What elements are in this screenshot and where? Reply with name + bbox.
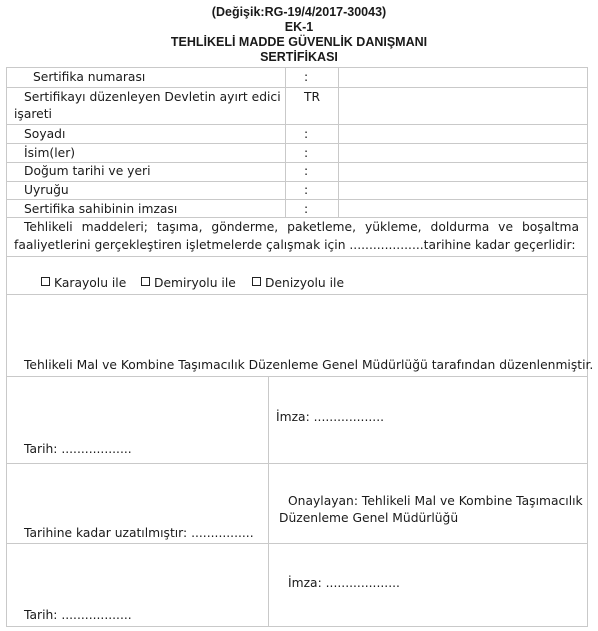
document-subtitle: SERTİFİKASI [260,50,338,64]
row-line [6,87,588,88]
transport-option-label: Denizyolu ile [265,276,345,290]
row-line [6,463,588,464]
row-line [6,294,588,295]
transport-option-rail[interactable] [141,275,236,292]
row-line [6,143,588,144]
row-line [6,181,588,182]
transport-option-label: Karayolu ile [54,276,127,290]
row-line [6,199,588,200]
row-line [6,376,588,377]
field-label-holder-signature: Sertifika sahibinin imzası [24,202,178,216]
field-value-certificate-number: : [304,70,309,84]
approver-text-cont: Düzenleme Genel Müdürlüğü [279,511,459,525]
field-value-holder-signature: : [304,202,309,216]
field-value-issuing-state: TR [304,90,321,104]
field-value-birth: : [304,164,309,178]
field-label-certificate-number: Sertifika numarası [33,70,146,84]
field-label-surname: Soyadı [24,127,66,141]
field-value-surname: : [304,127,309,141]
row-line [6,124,588,125]
signature-field-1: İmza: .................. [276,410,385,424]
field-value-names: : [304,146,309,160]
field-label-issuing-state-cont: işareti [14,107,52,121]
validity-text-line1: Tehlikeli maddeleri; taşıma, gönderme, paketleme, yükleme, doldurma ve boşaltma [24,220,579,234]
field-label-birth: Doğum tarihi ve yeri [24,164,151,178]
column-divider-2 [338,67,339,217]
field-label-nationality: Uyruğu [24,183,69,197]
transport-option-sea[interactable] [252,275,344,292]
row-line [6,256,588,257]
annex-label: EK-1 [284,20,314,34]
column-divider-1 [285,67,286,217]
row-line [6,67,588,68]
field-label-names: İsim(ler) [24,146,76,160]
extension-date-field: Tarihine kadar uzatılmıştır: ................ [24,526,254,540]
date-field-1: Tarih: .................. [24,442,132,456]
transport-option-label: Demiryolu ile [154,276,236,290]
checkbox-icon[interactable] [252,277,261,286]
row-line [6,543,588,544]
signature-field-2: İmza: ................... [288,576,400,590]
field-label-issuing-state: Sertifikayı düzenleyen Devletin ayırt edici [24,90,281,104]
transport-option-road[interactable] [41,275,126,292]
validity-text-line2: faaliyetlerini gerçekleştiren işletmelerde çalışmak için ...................tarihine kadar geçerlidir: [14,238,576,252]
date-field-2: Tarih: .................. [24,608,132,622]
document-title: TEHLİKELİ MADDE GÜVENLİK DANIŞMANI [170,35,428,49]
amendment-note: (Değişik:RG-19/4/2017-30043) [211,5,387,19]
approver-text: Onaylayan: Tehlikeli Mal ve Kombine Taşımacılık [288,494,583,508]
issuer-text: Tehlikeli Mal ve Kombine Taşımacılık Düzenleme Genel Müdürlüğü tarafından düzenlenmiştir. [24,358,594,372]
checkbox-icon[interactable] [41,277,50,286]
signature-column-divider [268,376,269,627]
checkbox-icon[interactable] [141,277,150,286]
field-value-nationality: : [304,183,309,197]
row-line [6,626,588,627]
